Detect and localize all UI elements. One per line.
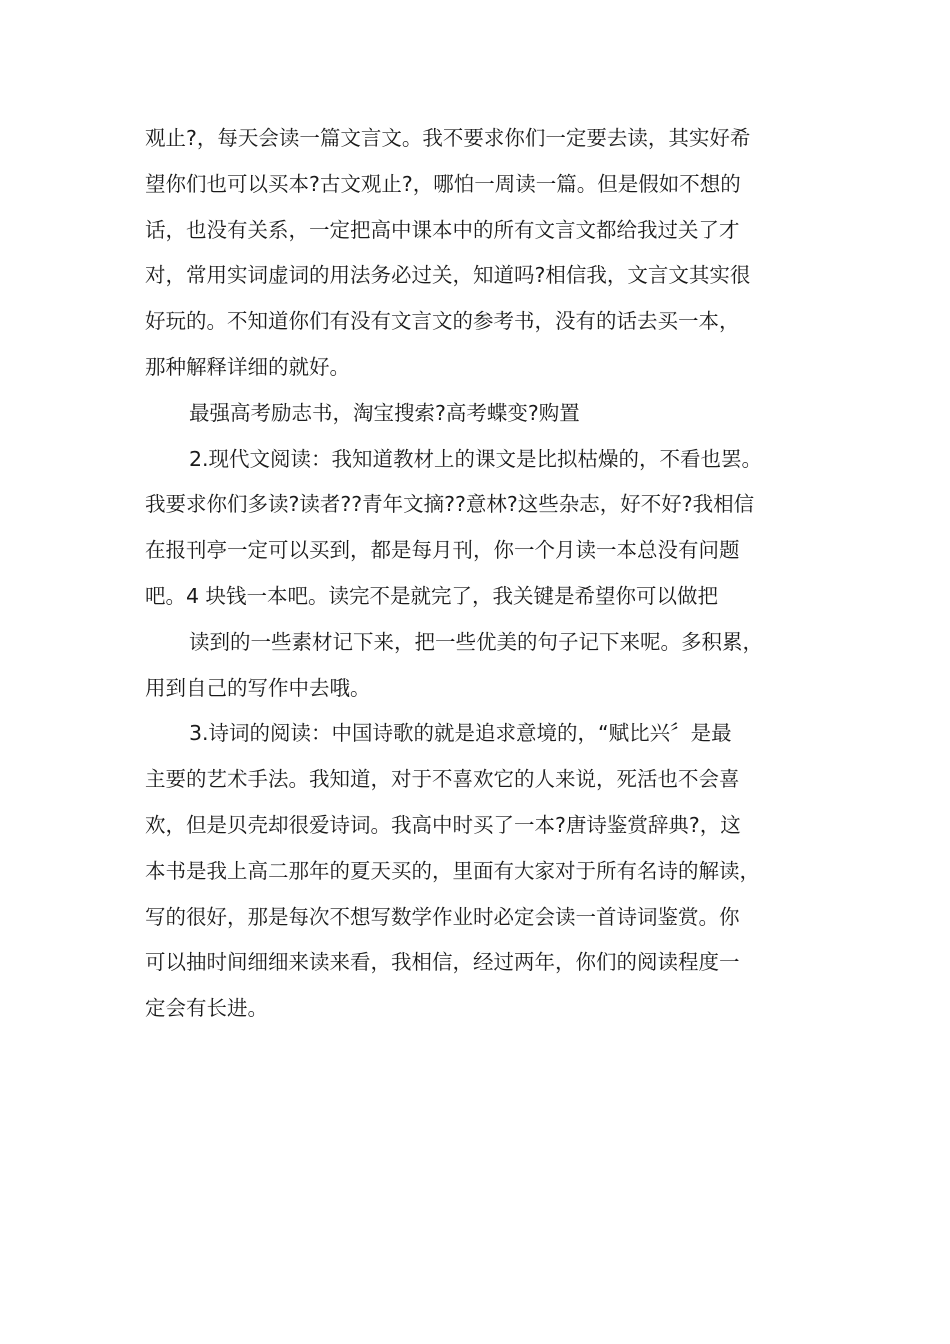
text-line: 2.现代文阅读：我知道教材上的课文是比拟枯燥的，不看也罢。 — [189, 446, 763, 471]
text-line: 我要求你们多读?读者??青年文摘??意林?这些杂志，好不好?我相信 — [145, 492, 755, 517]
text-line: 话，也没有关系，一定把高中课本中的所有文言文都给我过关了才 — [145, 217, 740, 242]
text-line: 可以抽时间细细来读来看，我相信，经过两年，你们的阅读程度一 — [145, 950, 740, 975]
text-line: 好玩的。不知道你们有没有文言文的参考书，没有的话去买一本， — [145, 309, 740, 334]
text-line: 望你们也可以买本?古文观止?，哪怕一周读一篇。但是假如不想的 — [145, 171, 741, 196]
text-line: 本书是我上高二那年的夏天买的，里面有大家对于所有名诗的解读， — [145, 858, 760, 883]
body-text — [145, 116, 810, 1032]
text-line: 写的很好，那是每次不想写数学作业时必定会读一首诗词鉴赏。你 — [145, 904, 740, 929]
text-line: 在报刊亭一定可以买到，都是每月刊，你一个月读一本总没有问题 — [145, 538, 740, 563]
text-line: 主要的艺术手法。我知道，对于不喜欢它的人来说，死活也不会喜 — [145, 767, 740, 792]
text-line: 定会有长进。 — [145, 996, 268, 1021]
text-line: 对，常用实词虚词的用法务必过关，知道吗?相信我，文言文其实很 — [145, 263, 751, 288]
text-line: 那种解释详细的就好。 — [145, 354, 350, 379]
text-line: 欢，但是贝壳却很爱诗词。我高中时买了一本?唐诗鉴赏辞典?，这 — [145, 812, 741, 837]
text-line: 观止?，每天会读一篇文言文。我不要求你们一定要去读，其实好希 — [145, 126, 751, 150]
text-line: 最强高考励志书，淘宝搜索?高考蝶变?购置 — [189, 400, 580, 425]
text-line: 读到的一些素材记下来，把一些优美的句子记下来呢。多积累， — [189, 629, 763, 654]
text-line: 用到自己的写作中去哦。 — [145, 675, 371, 700]
text-line: 3.诗词的阅读：中国诗歌的就是追求意境的，“赋比兴〞是最 — [189, 721, 732, 746]
text-line: 吧。4 块钱一本吧。读完不是就完了，我关键是希望你可以做把 — [145, 583, 719, 608]
